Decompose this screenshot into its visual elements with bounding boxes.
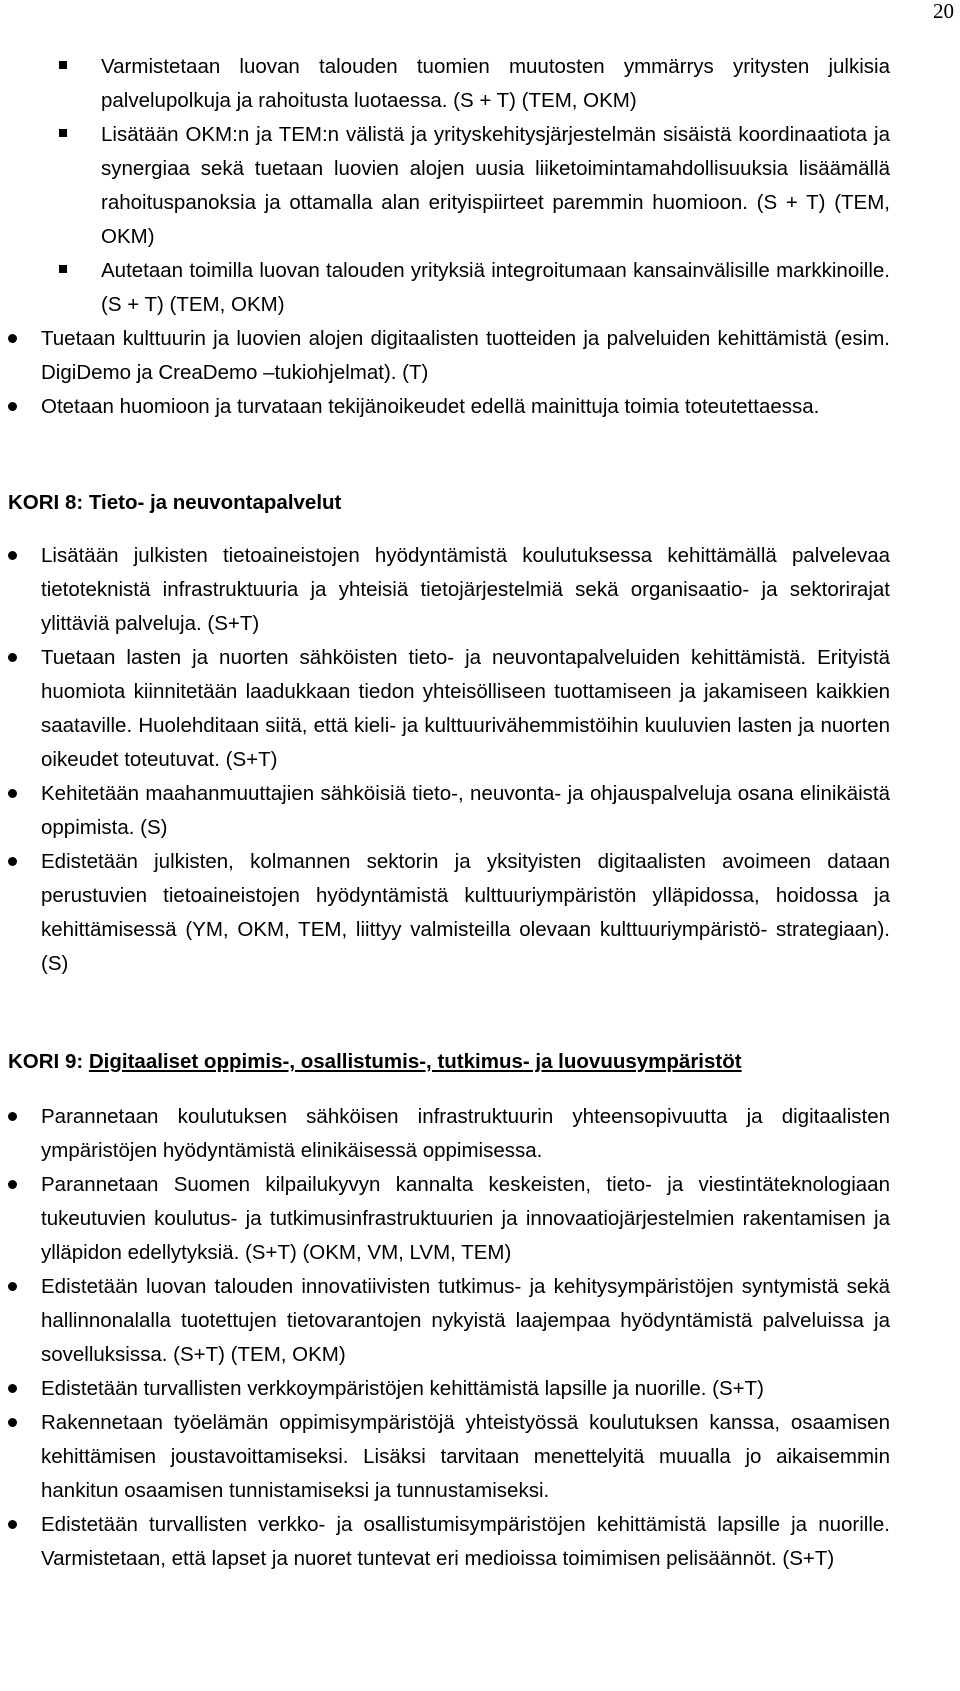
list-item: [8, 1168, 890, 1270]
list-item-text: Lisätään OKM:n ja TEM:n välistä ja yrityskehitysjärjestelmän sisäistä koordinaatiota ja synergiaa sekä tuetaan luovien alojen uusia liiketoimintamahdollisuuksia lisäämällä rahoituspanoksia ja ottamalla alan erityispiirteet paremmin huomioon. (S + T) (TEM, OKM): [101, 123, 890, 248]
list-item-text: Edistetään julkisten, kolmannen sektorin ja yksityisten digitaalisten avoimeen dataan perustuvien tietoaineistojen hyödyntämistä kulttuuriympäristön ylläpidossa, hoidossa ja kehittämisessä (YM, OKM, TEM, liittyy valmisteilla olevaan kulttuuriympäristö- strategiaan). (S): [41, 850, 890, 975]
list-item: [8, 1270, 890, 1372]
list-item: [8, 641, 890, 777]
round-bullet-icon: [8, 653, 17, 662]
list-item: [8, 1372, 890, 1406]
list-item-text: Otetaan huomioon ja turvataan tekijänoikeudet edellä mainittuja toimia toteutettaessa.: [41, 395, 820, 418]
bullet-list: [8, 322, 890, 424]
round-bullet-icon: [8, 1384, 17, 1393]
list-item-text: Varmistetaan luovan talouden tuomien muutosten ymmärrys yritysten julkisia palvelupolkuja ja rahoitusta luotaessa. (S + T) (TEM, OKM): [101, 55, 890, 112]
list-item-text: Parannetaan koulutuksen sähköisen infrastruktuurin yhteensopivuutta ja digitaalisten ympäristöjen hyödyntämistä elinikäisessä oppimisessa.: [41, 1105, 890, 1162]
list-item-text: Parannetaan Suomen kilpailukyvyn kannalta keskeisten, tieto- ja viestintäteknologiaan tukeutuvien koulutus- ja tutkimusinfrastruktuurien ja innovaatiojärjestelmien rakentamisen ja ylläpidon edellytyksiä. (S+T) (OKM, VM, LVM, TEM): [41, 1173, 890, 1264]
square-bullet-icon: [59, 265, 67, 273]
heading-title: Digitaaliset oppimis-, osallistumis-, tutkimus- ja luovuusympäristöt: [88, 1050, 742, 1073]
list-item-text: Edistetään turvallisten verkko- ja osallistumisympäristöjen kehittämistä lapsille ja nuorille. Varmistetaan, että lapset ja nuoret tuntevat eri medioissa toimimisen pelisäännöt. (S+T): [41, 1513, 890, 1570]
list-item: [8, 118, 890, 254]
document-body: [8, 50, 890, 1576]
list-item: [8, 322, 890, 390]
list-item: [8, 254, 890, 322]
round-bullet-icon: [8, 402, 17, 411]
heading-prefix: KORI 9:: [8, 1050, 89, 1073]
list-item-text: Edistetään luovan talouden innovatiivisten tutkimus- ja kehitysympäristöjen syntymistä sekä hallinnonalalla tuotettujen tietovarantojen nykyistä laajempaa hyödyntämistä palveluissa ja sovelluksissa. (S+T) (TEM, OKM): [41, 1275, 890, 1366]
list-item: [8, 1508, 890, 1576]
square-bullet-icon: [59, 61, 67, 69]
round-bullet-icon: [8, 551, 17, 560]
section-heading-kori-9: [8, 1045, 890, 1079]
list-item-text: Kehitetään maahanmuuttajien sähköisiä tieto-, neuvonta- ja ohjauspalveluja osana elinikäistä oppimista. (S): [41, 782, 890, 839]
page-number: 20: [933, 0, 954, 23]
list-item: [8, 539, 890, 641]
bullet-list-kori-9: [8, 1100, 890, 1576]
list-item: [8, 1100, 890, 1168]
list-item-text: Lisätään julkisten tietoaineistojen hyödyntämistä koulutuksessa kehittämällä palvelevaa tietoteknistä infrastruktuuria ja yhteisiä tietojärjestelmiä sekä organisaatio- ja sektorirajat ylittäviä palveluja. (S+T): [41, 544, 890, 635]
bullet-list-kori-8: [8, 539, 890, 981]
list-item: [8, 1406, 890, 1508]
round-bullet-icon: [8, 857, 17, 866]
round-bullet-icon: [8, 334, 17, 343]
round-bullet-icon: [8, 1282, 17, 1291]
round-bullet-icon: [8, 1180, 17, 1189]
list-item: [8, 845, 890, 981]
list-item: [8, 50, 890, 118]
section-heading-kori-8: KORI 8: Tieto- ja neuvontapalvelut: [8, 491, 342, 514]
list-item-text: Rakennetaan työelämän oppimisympäristöjä yhteistyössä koulutuksen kanssa, osaamisen kehittämisen joustavoittamiseksi. Lisäksi tarvitaan menettelyitä muualla jo aikaisemmin hankitun osaamisen tunnistamiseksi ja tunnustamiseksi.: [41, 1411, 890, 1502]
list-item: [8, 777, 890, 845]
round-bullet-icon: [8, 1418, 17, 1427]
round-bullet-icon: [8, 789, 17, 798]
round-bullet-icon: [8, 1112, 17, 1121]
list-item-text: Autetaan toimilla luovan talouden yrityksiä integroitumaan kansainvälisille markkinoille. (S + T) (TEM, OKM): [101, 259, 890, 316]
round-bullet-icon: [8, 1520, 17, 1529]
sub-bullet-list: [8, 50, 890, 322]
list-item-text: Edistetään turvallisten verkkoympäristöjen kehittämistä lapsille ja nuorille. (S+T): [41, 1377, 764, 1400]
list-item: [8, 390, 890, 424]
list-item-text: Tuetaan kulttuurin ja luovien alojen digitaalisten tuotteiden ja palveluiden kehittämistä (esim. DigiDemo ja CreaDemo –tukiohjelmat). (T): [41, 327, 890, 384]
list-item-text: Tuetaan lasten ja nuorten sähköisten tieto- ja neuvontapalveluiden kehittämistä. Erityistä huomiota kiinnitetään laadukkaan tiedon yhteisölliseen tuottamiseen ja jakamiseen kaikkien saataville. Huolehditaan siitä, että kieli- ja kulttuurivähemmistöihin kuuluvien lasten ja nuorten oikeudet toteutuvat. (S+T): [41, 646, 890, 771]
square-bullet-icon: [59, 129, 67, 137]
